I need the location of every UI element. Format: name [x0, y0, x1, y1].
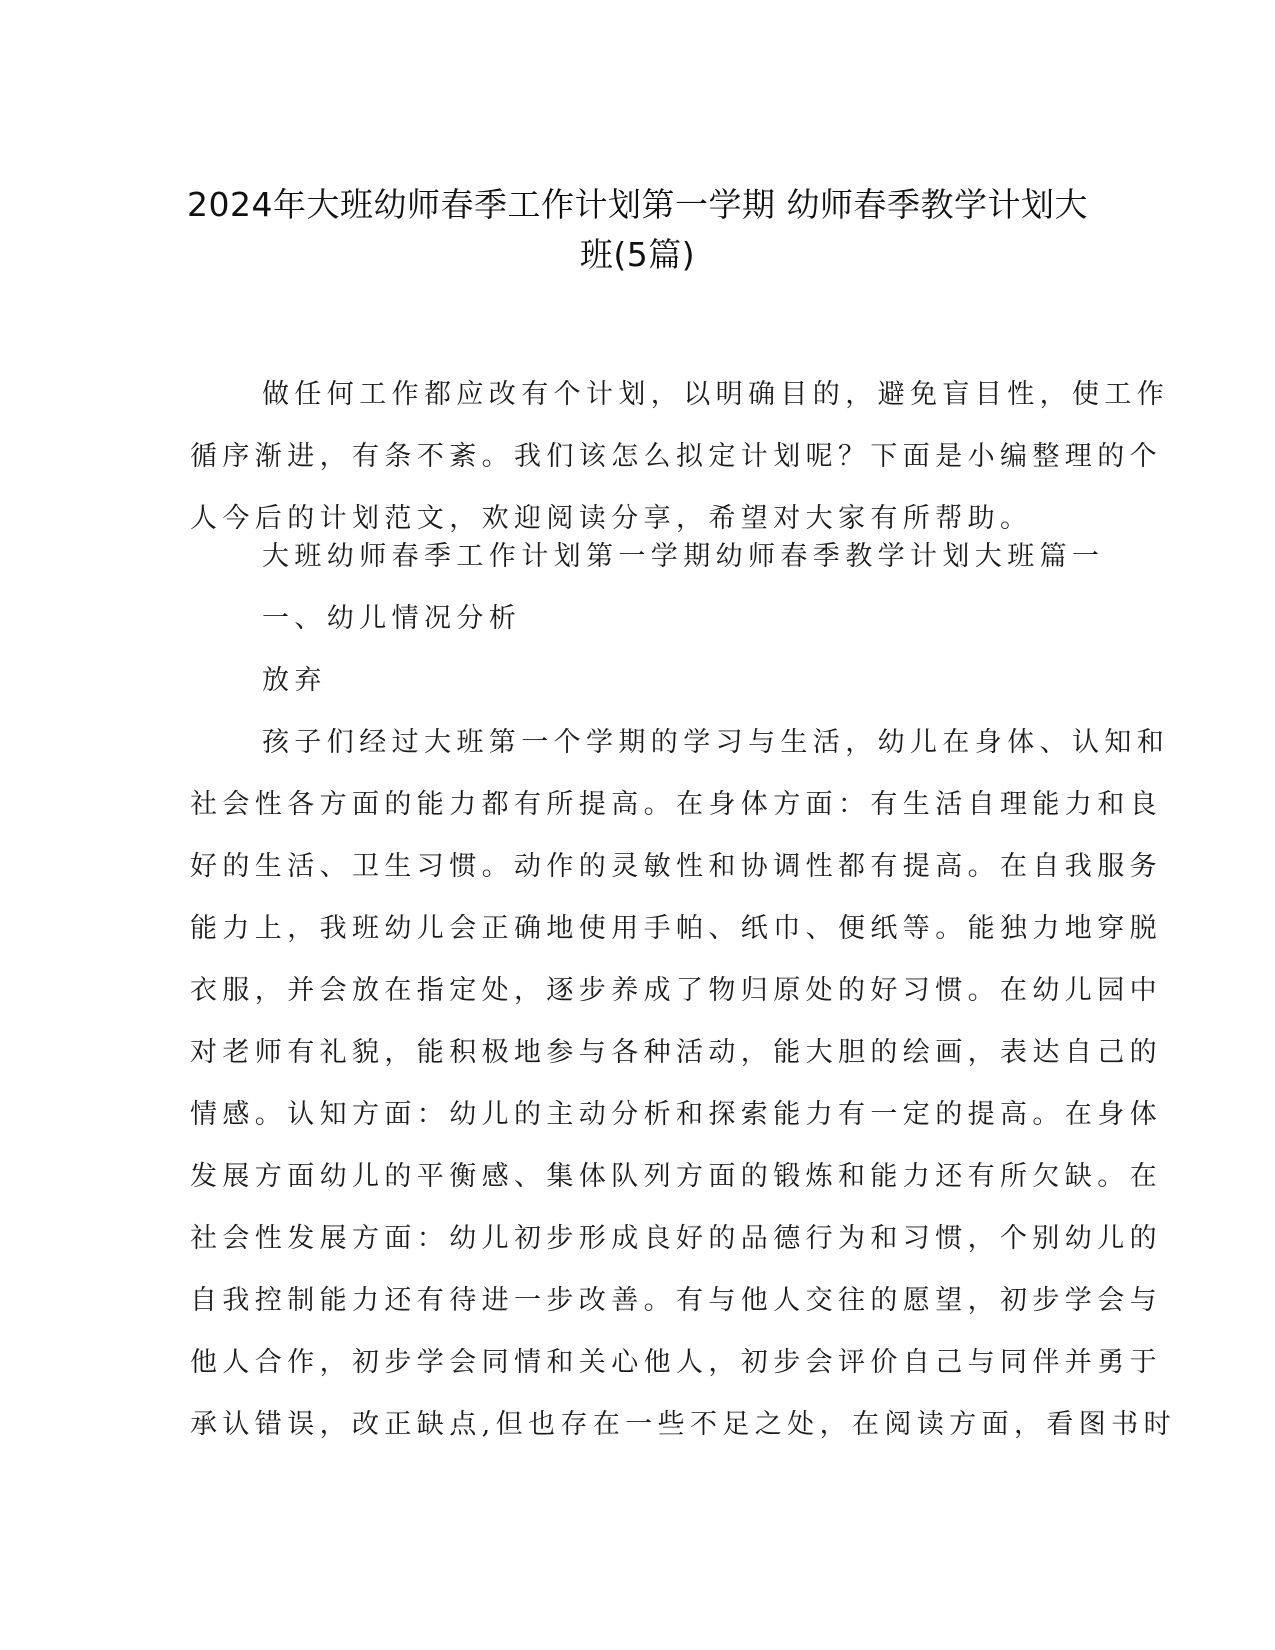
intro-line-1: 做任何工作都应改有个计划，以明确目的，避免盲目性，使工作: [262, 379, 1170, 410]
analysis-line-1: 孩子们经过大班第一个学期的学习与生活，幼儿在身体、认知和: [262, 727, 1170, 758]
article-heading-text: 大班幼师春季工作计划第一学期幼师春季教学计划大班篇一: [262, 541, 1105, 572]
analysis-line-10: 自我控制能力还有待进一步改善。有与他人交往的愿望，初步学会与: [190, 1285, 1162, 1316]
analysis-line-8: 发展方面幼儿的平衡感、集体队列方面的锻炼和能力还有所欠缺。在: [190, 1161, 1162, 1192]
short-paragraph-text: 放弃: [262, 665, 327, 696]
analysis-line-4: 能力上，我班幼儿会正确地使用手帕、纸巾、便纸等。能独力地穿脱: [190, 913, 1162, 944]
analysis-line-11: 他人合作，初步学会同情和关心他人，初步会评价自己与同伴并勇于: [190, 1347, 1162, 1378]
intro-line-2: 循序渐进，有条不紊。我们该怎么拟定计划呢？下面是小编整理的个: [190, 441, 1162, 472]
analysis-line-6: 对老师有礼貌，能积极地参与各种活动，能大胆的绘画，表达自己的: [190, 1037, 1162, 1068]
short-paragraph: [190, 650, 1085, 712]
section-heading: [190, 588, 1085, 650]
article-heading: [190, 526, 1105, 588]
intro-paragraph: [190, 364, 1170, 550]
analysis-line-3: 好的生活、卫生习惯。动作的灵敏性和协调性都有提高。在自我服务: [190, 851, 1162, 882]
intro-line-3: 人今后的计划范文，欢迎阅读分享，希望对大家有所帮助。: [190, 503, 1033, 534]
analysis-line-2: 社会性各方面的能力都有所提高。在身体方面：有生活自理能力和良: [190, 789, 1162, 820]
analysis-line-9: 社会性发展方面：幼儿初步形成良好的品德行为和习惯，个别幼儿的: [190, 1223, 1162, 1254]
document-title: [160, 180, 1115, 280]
title-line-1: 2024年大班幼师春季工作计划第一学期 幼师春季教学计划大: [187, 185, 1088, 224]
title-line-2: 班(5篇): [579, 235, 696, 274]
analysis-line-12: 承认错误，改正缺点,但也存在一些不足之处，在阅读方面，看图书时: [190, 1409, 1176, 1440]
section-heading-text: 一、幼儿情况分析: [262, 603, 522, 634]
analysis-line-7: 情感。认知方面：幼儿的主动分析和探索能力有一定的提高。在身体: [190, 1099, 1162, 1130]
analysis-paragraph: [190, 712, 1176, 1456]
analysis-line-5: 衣服，并会放在指定处，逐步养成了物归原处的好习惯。在幼儿园中: [190, 975, 1162, 1006]
